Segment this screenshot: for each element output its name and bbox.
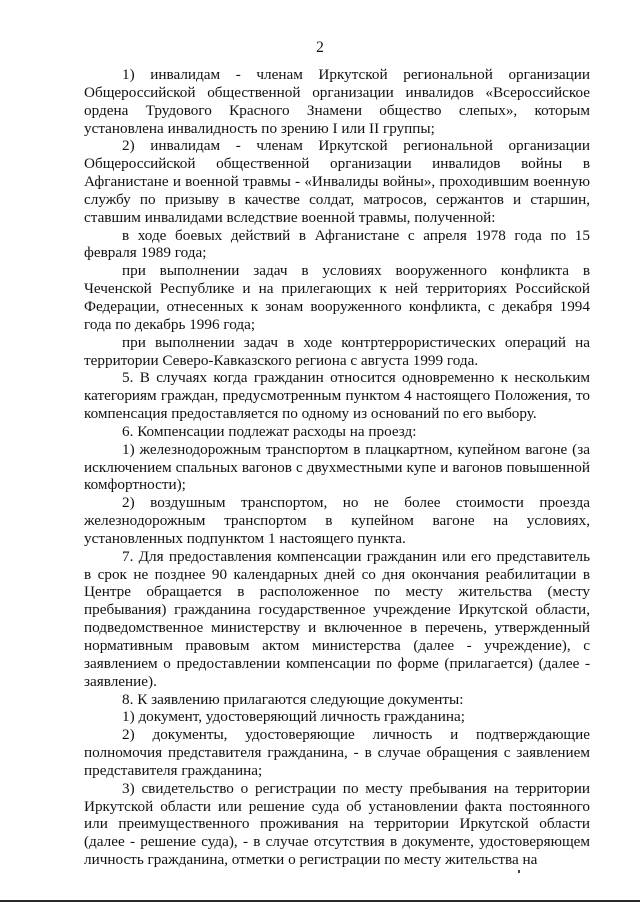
- scan-bottom-edge: [0, 900, 640, 902]
- paragraph-chechnya: при выполнении задач в условиях вооруженного конфликта в Чеченской Республике и на прилегающих к ней территориях Российской Федерации, отнесенных к зонам вооруженного конфликта, с декабря 1994 года по декабрь 1996 года;: [84, 262, 590, 333]
- paragraph-item-8-1: 1) документ, удостоверяющий личность гражданина;: [122, 708, 465, 726]
- paragraph-item-8-3: 3) свидетельство о регистрации по месту пребывания на территории Иркутской области или решение суда об установлении факта постоянного или преимущественного проживания на территории Иркутской области (далее - решение суда), - в случае отсутствия в документе, удостоверяющем личность гражданина, отметки о регистрации по месту жительства на: [84, 779, 590, 869]
- paragraph-clause-8: 8. К заявлению прилагаются следующие документы:: [122, 690, 464, 708]
- page-number: 2: [316, 39, 324, 56]
- paragraph-item-6-2: 2) воздушным транспортом, но не более стоимости проезда железнодорожным транспортом в купейном вагоне на условиях, установленных подпунктом 1 настоящего пункта.: [84, 494, 590, 547]
- document-body: [84, 66, 590, 869]
- paragraph-north-caucasus: при выполнении задач в ходе контртеррористических операций на территории Северо-Кавказского региона с августа 1999 года.: [84, 333, 590, 369]
- paragraph-item-4-1: 1) инвалидам - членам Иркутской региональной организации Общероссийской общественной организации инвалидов «Всероссийское ордена Трудового Красного Знамени общество слепых», которым установлена инвалидность по зрению I или II группы;: [84, 66, 590, 137]
- paragraph-clause-5: 5. В случаях когда гражданин относится одновременно к нескольким категориям граждан, предусмотренным пунктом 4 настоящего Положения, то компенсация предоставляется по одному из оснований по его выбору.: [84, 369, 590, 423]
- paragraph-item-8-2: 2) документы, удостоверяющие личность и подтверждающие полномочия представителя гражданина, - в случае обращения с заявлением представителя гражданина;: [84, 726, 590, 779]
- paragraph-item-4-2: 2) инвалидам - членам Иркутской региональной организации Общероссийской общественной организации инвалидов войны в Афганистане и военной травмы - «Инвалиды войны», проходившим военную службу по призыву в качестве солдат, матросов, сержантов и старшин, ставшим инвалидами вследствие военной травмы, полученной:: [84, 137, 590, 226]
- paragraph-clause-6: 6. Компенсации подлежат расходы на проезд:: [122, 422, 417, 440]
- paragraph-clause-7: 7. Для предоставления компенсации гражданин или его представитель в срок не позднее 90 календарных дней со дня окончания реабилитации в Центре обращается в расположенное по месту жительства (месту пребывания) гражданина государственное учреждение Иркутской области, подведомственное министерству и включенное в перечень, утвержденный нормативным правовым актом министерства (далее - учреждение), с заявлением о предоставлении компенсации по форме (прилагается) (далее - заявление).: [84, 547, 590, 690]
- scan-speck: [518, 870, 520, 873]
- paragraph-afghanistan: в ходе боевых действий в Афганистане с апреля 1978 года по 15 февраля 1989 года;: [84, 226, 590, 262]
- paragraph-item-6-1: 1) железнодорожным транспортом в плацкартном, купейном вагоне (за исключением спальных вагонов с двухместными купе и вагонов повышенной комфортности);: [84, 440, 590, 494]
